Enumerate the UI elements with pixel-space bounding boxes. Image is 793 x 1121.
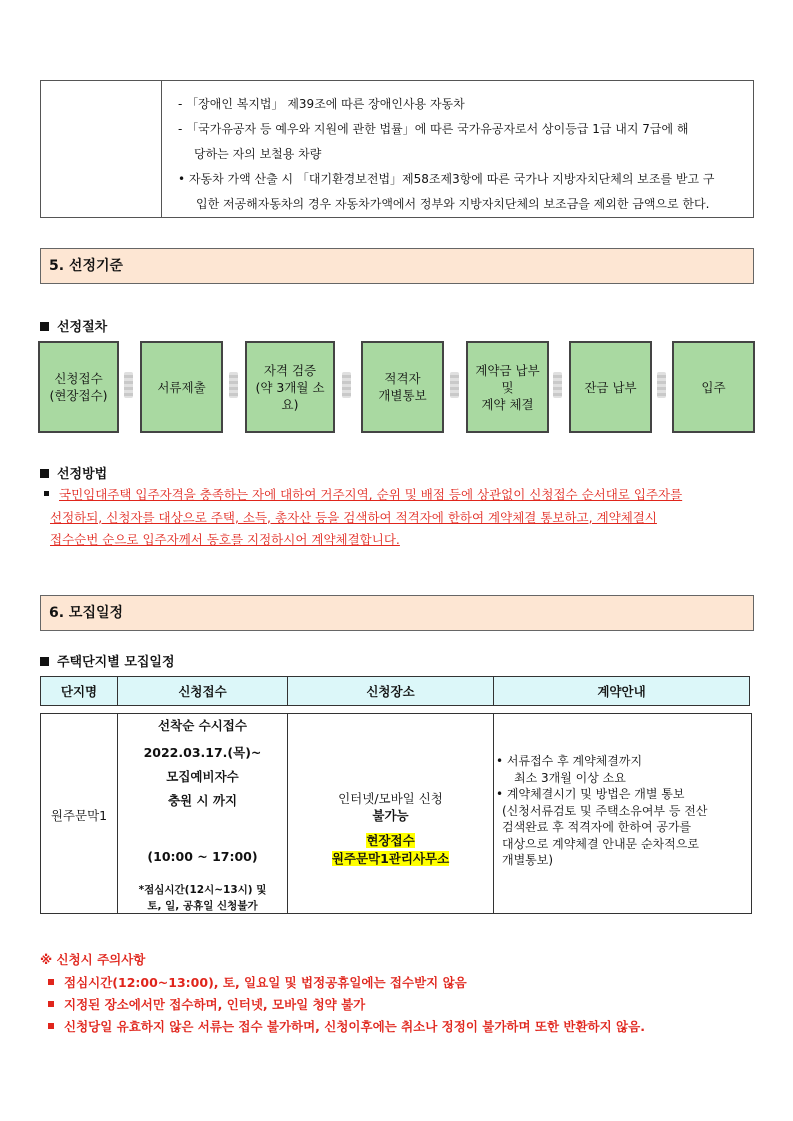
- reception-until: 모집예비자수: [166, 769, 239, 784]
- table-header-reception: 신청접수: [117, 676, 288, 706]
- table-header-complex: 단지명: [40, 676, 118, 706]
- process-step-documents: 서류제출: [140, 341, 223, 433]
- onsite-reception: 현장접수: [366, 833, 415, 848]
- reception-start-date: 2022.03.17.(목)~: [143, 745, 262, 760]
- exception-line: 입한 저공해자동차의 경우 자동차가액에서 정부와 지방자치단체의 보조금을 제외한 금액으로 한다.: [196, 197, 710, 211]
- square-bullet-icon: [40, 657, 49, 666]
- arrow-icon: [229, 372, 238, 398]
- caution-title: ※ 신청시 주의사항: [40, 952, 146, 967]
- contract-line: 대상으로 계약체결 안내문 순차적으로: [502, 836, 699, 851]
- bullet-icon: [48, 1023, 54, 1029]
- process-step-notification: 적격자 개별통보: [361, 341, 444, 433]
- process-step-application: 신청접수 (현장접수): [38, 341, 119, 433]
- contract-line: • 계약체결시기 및 방법은 개별 통보: [496, 787, 685, 801]
- complex-name: 원주문막1: [50, 808, 108, 823]
- method-heading: 선정방법: [40, 463, 107, 482]
- contract-line: (신청서류검토 및 주택소유여부 등 전산: [502, 803, 708, 818]
- exception-line: - 「장애인 복지법」 제39조에 따른 장애인사용 자동차: [178, 97, 465, 111]
- section-header-selection-criteria: 5. 선정기준: [40, 248, 754, 284]
- bullet-icon: [48, 1001, 54, 1007]
- process-step-verification: 자격 검증 (약 3개월 소요): [245, 341, 335, 433]
- management-office: 원주문막1관리사무소: [331, 851, 450, 866]
- table-header-place: 신청장소: [287, 676, 494, 706]
- arrow-icon: [124, 372, 133, 398]
- arrow-icon: [342, 372, 351, 398]
- process-step-move-in: 입주: [672, 341, 755, 433]
- section-header-recruitment-schedule: 6. 모집일정: [40, 595, 754, 631]
- arrow-icon: [450, 372, 459, 398]
- procedure-heading: 선정절차: [40, 316, 107, 335]
- table-header-contract: 계약안내: [493, 676, 750, 706]
- reception-method: 선착순 수시접수: [158, 718, 247, 733]
- bullet-icon: [44, 491, 49, 496]
- vehicle-exception-text: [178, 92, 748, 217]
- reception-note: *점심시간(12시~13시) 및: [138, 884, 267, 896]
- table-column-divider: [161, 81, 162, 217]
- arrow-icon: [553, 372, 562, 398]
- caution-item: 점심시간(12:00~13:00), 토, 일요일 및 법정공휴일에는 접수받지 않음: [48, 973, 467, 991]
- schedule-heading: 주택단지별 모집일정: [40, 651, 175, 670]
- selection-method-text: 국민임대주택 입주자격을 충족하는 자에 대하여 거주지역, 순위 및 배점 등에 상관없이 신청접수 순서대로 입주자를 선정하되, 신청자를 대상으로 주택, 소득, 총자산 등을 검색하여 적격자에 한하여 계약체결 통보하고, 계약체결시 접수순번 순으로 입주자께서 동호를 지정하시어 계약체결합니다.: [44, 484, 758, 552]
- caution-item: 신청당일 유효하지 않은 서류는 접수 불가하며, 신청이후에는 취소나 정정이 불가하며 또한 반환하지 않음.: [48, 1017, 645, 1035]
- reception-hours: (10:00 ~ 17:00): [147, 849, 258, 864]
- contract-line: 최소 3개월 이상 소요: [514, 770, 626, 785]
- process-step-balance: 잔금 납부: [569, 341, 652, 433]
- online-unavailable: 불가능: [372, 808, 409, 823]
- arrow-icon: [657, 372, 666, 398]
- process-step-contract: 계약금 납부 및 계약 체결: [466, 341, 549, 433]
- caution-item: 지정된 장소에서만 접수하며, 인터넷, 모바일 청약 불가: [48, 995, 365, 1013]
- exception-line: • 자동차 가액 산출 시 「대기환경보전법」제58조제3항에 따른 국가나 지방자치단체의 보조를 받고 구: [178, 172, 715, 186]
- contract-guide: [496, 753, 752, 869]
- contract-line: 개별통보): [502, 853, 554, 867]
- square-bullet-icon: [40, 469, 49, 478]
- reception-note: 토, 일, 공휴일 신청불가: [147, 900, 258, 912]
- online-application: 인터넷/모바일 신청: [338, 791, 443, 806]
- exception-line: 당하는 자의 보철용 차량: [194, 147, 322, 161]
- contract-line: • 서류접수 후 계약체결까지: [496, 754, 643, 768]
- contract-line: 검색완료 후 적격자에 한하여 공가를: [502, 820, 692, 834]
- exception-line: - 「국가유공자 등 예우와 지원에 관한 법률」에 따른 국가유공자로서 상이등급 1급 내지 7급에 해: [178, 122, 689, 136]
- square-bullet-icon: [40, 322, 49, 331]
- reception-until: 충원 시 까지: [167, 793, 238, 808]
- bullet-icon: [48, 979, 54, 985]
